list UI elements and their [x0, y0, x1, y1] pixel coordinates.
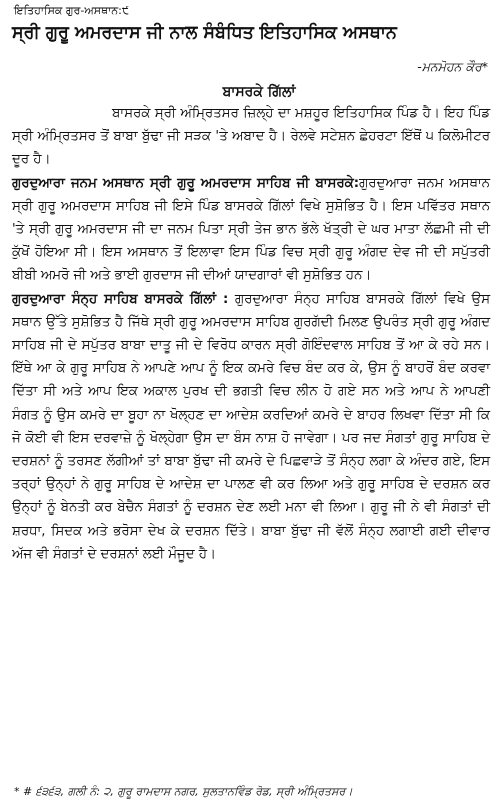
section-heading: ਬਾਸਰਕੇ ਗਿੱਲਾਂ — [222, 84, 296, 100]
section2-paragraph — [12, 288, 490, 566]
author-name: -ਮਨਮੋਹਨ ਕੌਰ* — [417, 59, 488, 74]
section1-body: ਗੁਰਦੁਆਰਾ ਜਨਮ ਅਸਥਾਨ ਸ੍ਰੀ ਗੁਰੂ ਅਮਰਦਾਸ ਸਾਹਿਬ ਜੀ ਇਸੇ ਪਿੰਡ ਬਾਸਰਕੇ ਗਿੱਲਾਂ ਵਿਖੇ ਸੁਸ਼ੋਭਿਤ ਹੈ। ਇਸ ਪਵਿੱਤਰ ਸਥਾਨ 'ਤੇ ਸ੍ਰੀ ਗੁਰੂ ਅਮਰਦਾਸ ਜੀ ਦਾ ਜਨਮ ਪਿਤਾ ਸ੍ਰੀ ਤੇਜ ਭਾਨ ਭੱਲੇ ਖੱਤ੍ਰੀ ਦੇ ਘਰ ਮਾਤਾ ਲੱਛਮੀ ਜੀ ਦੀ ਕੁੱਖੋਂ ਹੋਇਆ ਸੀ। ਇਸ ਅਸਥਾਨ ਤੋਂ ਇਲਾਵਾ ਇਸ ਪਿੰਡ ਵਿਚ ਸ੍ਰੀ ਗੁਰੂ ਅੰਗਦ ਦੇਵ ਜੀ ਦੀ ਸਪੁੱਤਰੀ ਬੀਬੀ ਅਮਰੋ ਜੀ ਅਤੇ ਭਾਈ ਗੁਰਦਾਸ ਜੀ ਦੀਆਂ ਯਾਦਗਾਰਾਂ ਵੀ ਸੁਸ਼ੋਭਿਤ ਹਨ। — [12, 175, 490, 284]
footnote: * # ੬੩੬੩, ਗਲੀ ਨੰ: ੨, ਗੁਰੂ ਰਾਮਦਾਸ ਨਗਰ, ਸੁਲਤਾਨਵਿੰਡ ਰੋਡ, ਸ੍ਰੀ ਅੰਮ੍ਰਿਤਸਰ। — [14, 785, 353, 798]
article-title: ਸ੍ਰੀ ਗੁਰੂ ਅਮਰਦਾਸ ਜੀ ਨਾਲ ਸੰਬੰਧਿਤ ਇਤਿਹਾਸਿਕ ਅਸਥਾਨ — [12, 23, 397, 43]
section1-paragraph — [12, 172, 490, 288]
section1-heading: ਗੁਰਦੁਆਰਾ ਜਨਮ ਅਸਥਾਨ ਸ੍ਰੀ ਗੁਰੂ ਅਮਰਦਾਸ ਸਾਹਿਬ ਜੀ ਬਾਸਰਕੇ: — [12, 175, 360, 191]
intro-paragraph: ਬਾਸਰਕੇ ਸ੍ਰੀ ਅੰਮ੍ਰਿਤਸਰ ਜ਼ਿਲ੍ਹੇ ਦਾ ਮਸ਼ਹੂਰ ਇਤਿਹਾਸਿਕ ਪਿੰਡ ਹੈ। ਇਹ ਪਿੰਡ ਸ੍ਰੀ ਅੰਮ੍ਰਿਤਸਰ ਤੋਂ ਬਾਬਾ ਬੁੱਢਾ ਜੀ ਸੜਕ 'ਤੇ ਅਬਾਦ ਹੈ। ਰੇਲਵੇ ਸਟੇਸ਼ਨ ਛੇਹਰਟਾ ਇੱਥੋਂ ੫ ਕਿਲੋਮੀਟਰ ਦੂਰ ਹੈ। — [12, 106, 490, 168]
section2-heading: ਗੁਰਦੁਆਰਾ ਸੰਨ੍ਹ ਸਾਹਿਬ ਬਾਸਰਕੇ ਗਿੱਲਾਂ : — [12, 291, 229, 307]
section2-body: ਗੁਰਦੁਆਰਾ ਸੰਨ੍ਹ ਸਾਹਿਬ ਬਾਸਰਕੇ ਗਿੱਲਾਂ ਵਿਖੇ ਉਸ ਸਥਾਨ ਉੱਤੇ ਸੁਸ਼ੋਭਿਤ ਹੈ ਜਿੱਥੇ ਸ੍ਰੀ ਗੁਰੂ ਅਮਰਦਾਸ ਸਾਹਿਬ ਗੁਰਗੱਦੀ ਮਿਲਣ ਉਪਰੰਤ ਸ੍ਰੀ ਗੁਰੂ ਅੰਗਦ ਸਾਹਿਬ ਜੀ ਦੇ ਸਪੁੱਤਰ ਬਾਬਾ ਦਾਤੂ ਜੀ ਦੇ ਵਿਰੋਧ ਕਾਰਨ ਸ੍ਰੀ ਗੋਇੰਦਵਾਲ ਸਾਹਿਬ ਤੋਂ ਆ ਕੇ ਰਹੇ ਸਨ। ਇੱਥੇ ਆ ਕੇ ਗੁਰੂ ਸਾਹਿਬ ਨੇ ਆਪਣੇ ਆਪ ਨੂੰ ਇਕ ਕਮਰੇ ਵਿਚ ਬੰਦ ਕਰ ਕੇ, ਉਸ ਨੂੰ ਬਾਹਰੋਂ ਬੰਦ ਕਰਵਾ ਦਿੱਤਾ ਸੀ ਅਤੇ ਆਪ ਇਕ ਅਕਾਲ ਪੁਰਖ ਦੀ ਭਗਤੀ ਵਿਚ ਲੀਨ ਹੋ ਗਏ ਸਨ ਅਤੇ ਆਪ ਨੇ ਆਪਣੀ ਸੰਗਤ ਨੂੰ ਉਸ ਕਮਰੇ ਦਾ ਬੂਹਾ ਨਾ ਖੋਲ੍ਹਣ ਦਾ ਆਦੇਸ਼ ਕਰਦਿਆਂ ਕਮਰੇ ਦੇ ਬਾਹਰ ਲਿਖਵਾ ਦਿੱਤਾ ਸੀ ਕਿ ਜੋ ਕੋਈ ਵੀ ਇਸ ਦਰਵਾਜ਼ੇ ਨੂੰ ਖੋਲ੍ਹੇਗਾ ਉਸ ਦਾ ਬੰਸ ਨਾਸ਼ ਹੋ ਜਾਵੇਗਾ। ਪਰ ਜਦ ਸੰਗਤਾਂ ਗੁਰੂ ਸਾਹਿਬ ਦੇ ਦਰਸ਼ਨਾਂ ਨੂੰ ਤਰਸਣ ਲੱਗੀਆਂ ਤਾਂ ਬਾਬਾ ਬੁੱਢਾ ਜੀ ਕਮਰੇ ਦੇ ਪਿਛਵਾੜੇ ਤੋਂ ਸੰਨ੍ਹ ਲਗਾ ਕੇ ਅੰਦਰ ਗਏ, ਇਸ ਤਰ੍ਹਾਂ ਉਨ੍ਹਾਂ ਨੇ ਗੁਰੂ ਸਾਹਿਬ ਦੇ ਆਦੇਸ਼ ਦਾ ਪਾਲਣ ਵੀ ਕਰ ਲਿਆ ਅਤੇ ਗੁਰੂ ਸਾਹਿਬ ਦੇ ਦਰਸ਼ਨ ਕਰ ਉਨ੍ਹਾਂ ਨੂੰ ਬੇਨਤੀ ਕਰ ਬੇਚੈਨ ਸੰਗਤਾਂ ਨੂੰ ਦਰਸ਼ਨ ਦੇਣ ਲਈ ਮਨਾ ਵੀ ਲਿਆ। ਗੁਰੂ ਜੀ ਨੇ ਵੀ ਸੰਗਤਾਂ ਦੀ ਸ਼ਰਧਾ, ਸਿਦਕ ਅਤੇ ਭਰੋਸਾ ਦੇਖ ਕੇ ਦਰਸ਼ਨ ਦਿੱਤੇ। ਬਾਬਾ ਬੁੱਢਾ ਜੀ ਵੱਲੋਂ ਸੰਨ੍ਹ ਲਗਾਈ ਗਈ ਦੀਵਾਰ ਅੱਜ ਵੀ ਸੰਗਤਾਂ ਦੇ ਦਰਸ਼ਨਾਂ ਲਈ ਮੌਜੂਦ ਹੈ। — [12, 291, 490, 562]
series-label: ਇਤਿਹਾਸਿਕ ਗੁਰ-ਅਸਥਾਨ:੯ — [14, 4, 130, 17]
